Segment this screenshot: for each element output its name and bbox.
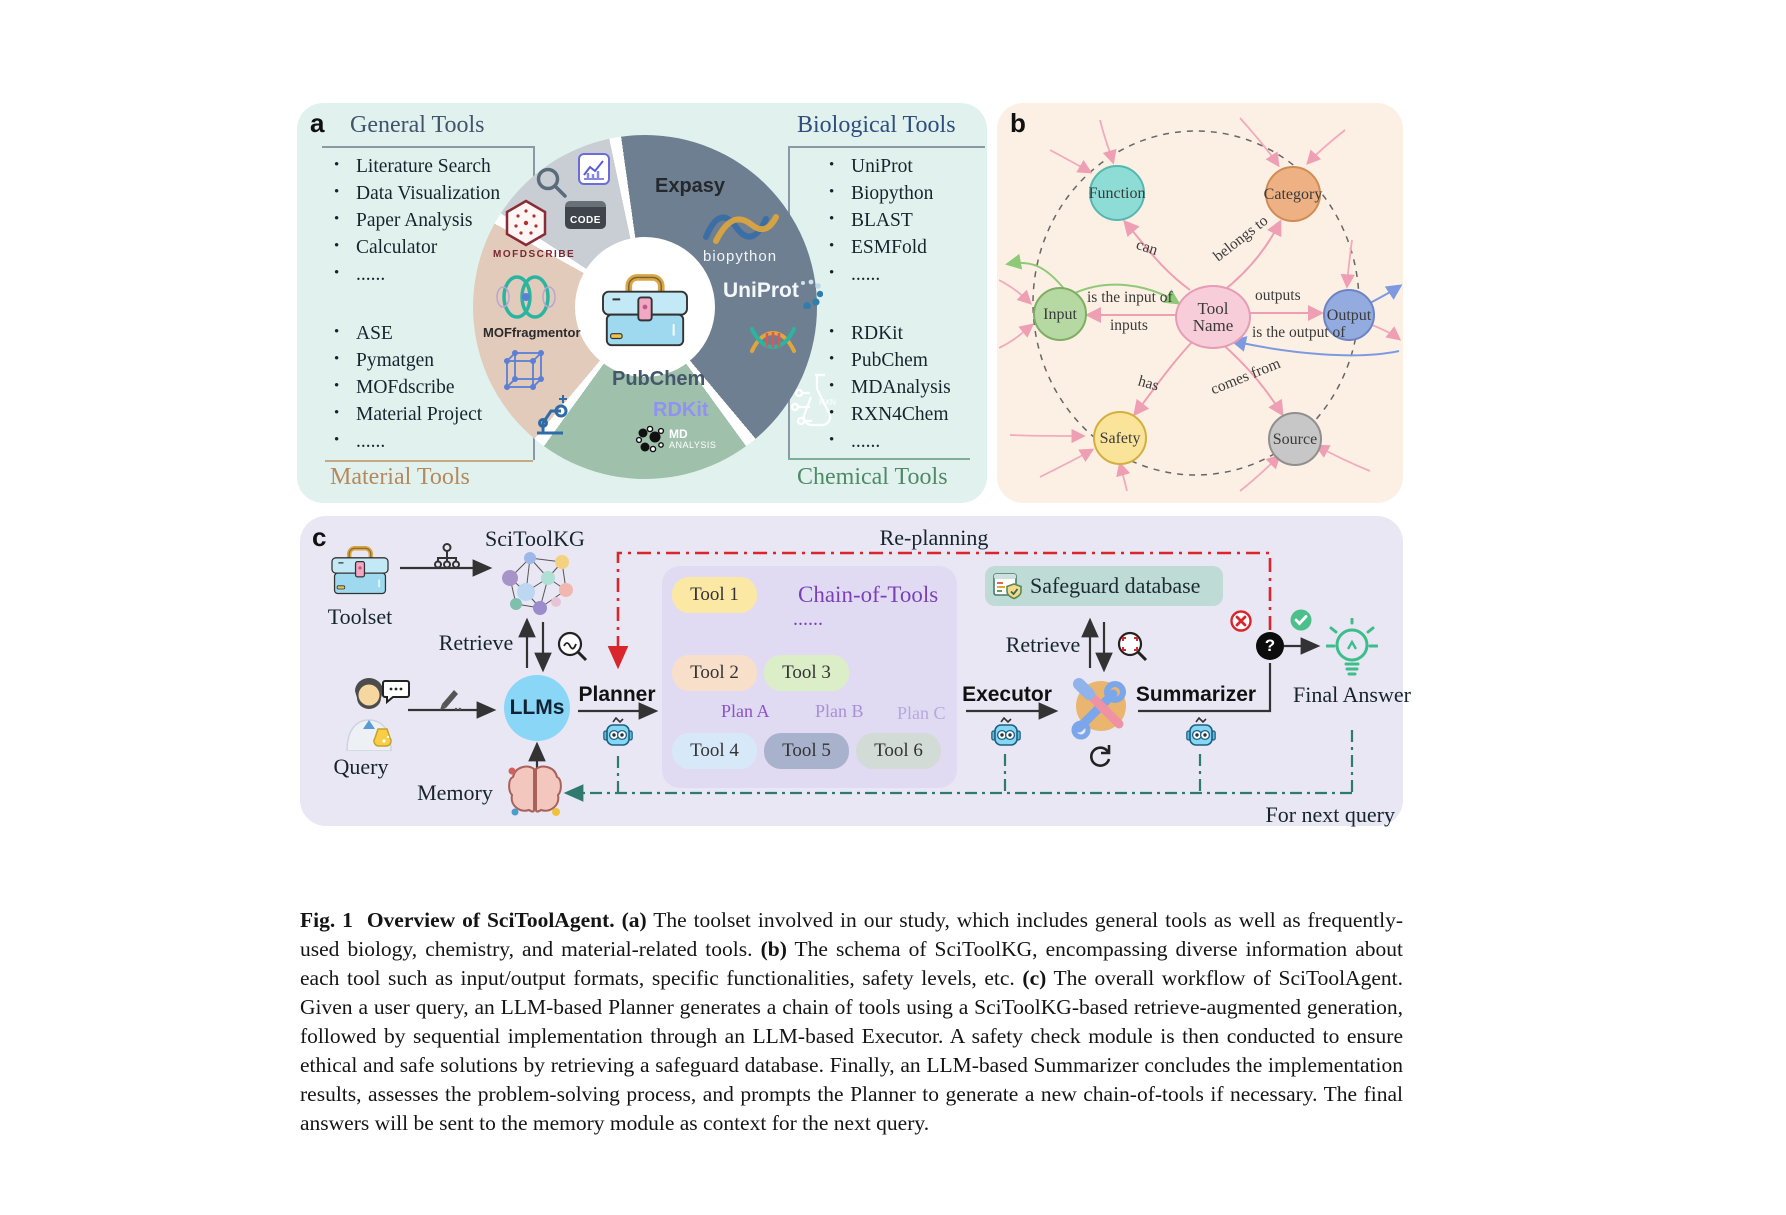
list-item: • ASE [330,323,482,350]
dna-icon [749,325,797,360]
safety-check-node [1256,632,1284,660]
node-category: Category [1265,166,1321,222]
uniprot-dots-icon [797,279,823,314]
speech-bubble-icon [382,678,410,709]
caption-b-text: The schema of SciToolKG, encompassing diverse information about each tool such as input/output formats, specific functionalities, safety levels, etc. [300,936,1404,990]
list-item: • ...... [825,431,951,458]
hierarchy-icon [432,543,462,576]
biological-tools-underline [788,146,985,148]
retrieve-db-label: Retrieve [1005,632,1081,657]
tools-execution-icon [1065,676,1133,749]
biological-tools-list [825,156,933,291]
node-function: Function [1089,165,1145,221]
general-tools-title: General Tools [350,112,485,138]
summarizer-robot-icon [1186,717,1216,756]
caption-a-text: The toolset involved in our study, which includes general tools as well as frequently-used biology, chemistry, and material-related tools. [300,907,1404,961]
code-badge-label: CODE [570,215,601,226]
edge-label-outputs: outputs [1255,287,1301,304]
panel-b-tag: b [1010,108,1026,138]
caption-c-tag: (c) [1022,965,1047,990]
lightbulb-icon [1326,618,1378,683]
node-output: Output [1323,289,1375,341]
panel-b-scitoolkg-schema [997,103,1403,503]
knowledge-graph-icon [500,550,576,621]
biopython-logo: biopython [703,248,778,265]
executor-label: Executor [962,683,1052,706]
brain-icon [507,764,563,821]
edge-label-is-input-of: is the input of [1087,289,1173,306]
tool-1-pill: Tool 1 [672,577,757,613]
list-item: • ESMFold [825,237,933,264]
mofdscribe-hexagon-icon [503,199,549,252]
rxn-flask-icon [785,371,841,442]
tool-5-pill: Tool 5 [764,733,849,769]
question-mark: ? [1264,636,1276,655]
plan-c-label: Plan C [897,703,946,723]
llms-label: LLMs [509,696,565,719]
final-answer-label: Final Answer [1293,682,1411,707]
panel-c-workflow [300,516,1411,827]
list-item: • BLAST [825,210,933,237]
chemical-tools-list [825,323,951,458]
approve-icon [1290,609,1312,631]
pencil-icon [436,686,464,717]
memory-label: Memory [417,780,493,805]
panel-a-tag: a [310,108,325,138]
edge-label-can: can [1134,236,1160,259]
node-safety: Safety [1093,411,1147,465]
planner-label: Planner [578,683,656,706]
plan-a-label: Plan A [721,701,770,721]
retrieve-search-icon [556,630,590,669]
caption-fig-number: Fig. 1 [300,907,353,932]
list-item: • ...... [825,264,933,291]
chemical-tools-title: Chemical Tools [797,464,948,490]
mdanalysis-logo [635,425,716,455]
caption-c-text: The overall workflow of SciToolAgent. Given a user query, an LLM-based Planner generates a chain of tools using a SciToolKG-based retrieve-augmented generation, followed by sequential implementation through an LLM-based Executor. A safety check module is then conducted to ensure ethical and safe solutions by retrieving a safeguard database. Finally, an LLM-based Summarizer concludes the implementation results, assesses the problem-solving process, and prompts the Planner to generate a new chain-of-tools if necessary. The final answers will be sent to the memory module as context for the next query. [300,965,1404,1135]
figure-caption [300,906,1403,1138]
rxn-logo: RXN [819,398,836,407]
tool-6-pill: Tool 6 [856,733,941,769]
panel-c-tag: c [312,522,327,552]
node-input: Input [1033,287,1087,341]
tool-wheel-center [575,237,715,377]
tool-4-pill: Tool 4 [672,733,757,769]
material-tools-line [325,460,533,462]
pubchem-logo: PubChem [612,368,706,390]
list-item: • UniProt [825,156,933,183]
list-item: • MOFdscribe [330,377,482,404]
tool-2-pill: Tool 2 [672,655,757,691]
safeguard-database-label: Safeguard database [1030,573,1201,598]
tool-3-pill: Tool 3 [764,655,849,691]
list-item: • ...... [330,264,500,291]
toolset-label: Toolset [327,604,393,629]
node-source: Source [1268,412,1322,466]
caption-a-tag: (a) [621,907,647,932]
list-item: • PubChem [825,350,951,377]
rdkit-logo: RDKit [653,399,709,421]
list-item: • Data Visualization [330,183,500,210]
executor-robot-icon [991,717,1021,756]
md-analysis-logo: ANALYSIS [669,440,717,450]
moffragmentor-rings-icon [495,271,557,328]
caption-b-tag: (b) [760,936,787,961]
list-item: • Biopython [825,183,933,210]
list-item: • Material Project [330,404,482,431]
biopython-wave-icon [702,207,780,252]
list-item: • MDAnalysis [825,377,951,404]
general-tools-list [330,156,500,291]
list-item: • ...... [330,431,482,458]
general-tools-underline [322,146,533,148]
replanning-label: Re-planning [879,525,989,550]
refresh-icon [1086,742,1114,775]
list-item: • Paper Analysis [330,210,500,237]
retrieve-kg-label: Retrieve [438,630,514,655]
safeguard-database-pill [985,566,1223,606]
query-label: Query [333,754,389,779]
list-item: • Literature Search [330,156,500,183]
node-tool-name: Tool Name [1175,285,1251,349]
reject-icon [1230,610,1252,632]
robot-arm-icon [531,393,571,442]
material-tools-list [330,323,482,458]
panel-a-toolset [297,103,987,503]
edge-label-comes-from: comes from [1208,354,1283,399]
edge-label-inputs: inputs [1110,317,1148,334]
scitoolkg-label: SciToolKG [485,526,585,551]
list-item: • Pymatgen [330,350,482,377]
list-item: • Calculator [330,237,500,264]
summarizer-label: Summarizer [1135,683,1257,706]
toolset-toolbox-icon [328,540,392,601]
safety-scan-icon [1116,630,1150,669]
list-item: • RDKit [825,323,951,350]
next-query-label: For next query [1265,802,1395,827]
expasy-logo: Expasy [655,175,726,197]
code-file-icon [565,201,606,229]
plan-b-label: Plan B [815,701,864,721]
planner-robot-icon [603,717,633,756]
edge-label-is-output-of: is the output of [1252,324,1346,341]
chain-of-tools-ellipsis: ...... [793,608,823,630]
chain-of-tools-title: Chain-of-Tools [798,582,939,607]
mofdscribe-logo: MOFDSCRIBE [493,249,576,260]
chemical-tools-line [788,458,970,460]
edge-label-has: has [1136,372,1161,395]
list-item: • RXN4Chem [825,404,951,431]
biological-tools-title: Biological Tools [797,112,956,138]
safeguard-database-icon [993,571,1023,601]
toolbox-icon [597,265,693,349]
material-tools-title: Material Tools [330,464,470,490]
caption-title: Overview of SciToolAgent. [366,907,615,932]
moffragmentor-logo: MOFfragmentor [483,325,581,340]
chart-icon [578,153,610,190]
md-logo: MD [669,427,688,441]
edge-label-belongs-to: belongs to [1210,212,1272,266]
uniprot-logo: UniProt [723,279,799,302]
